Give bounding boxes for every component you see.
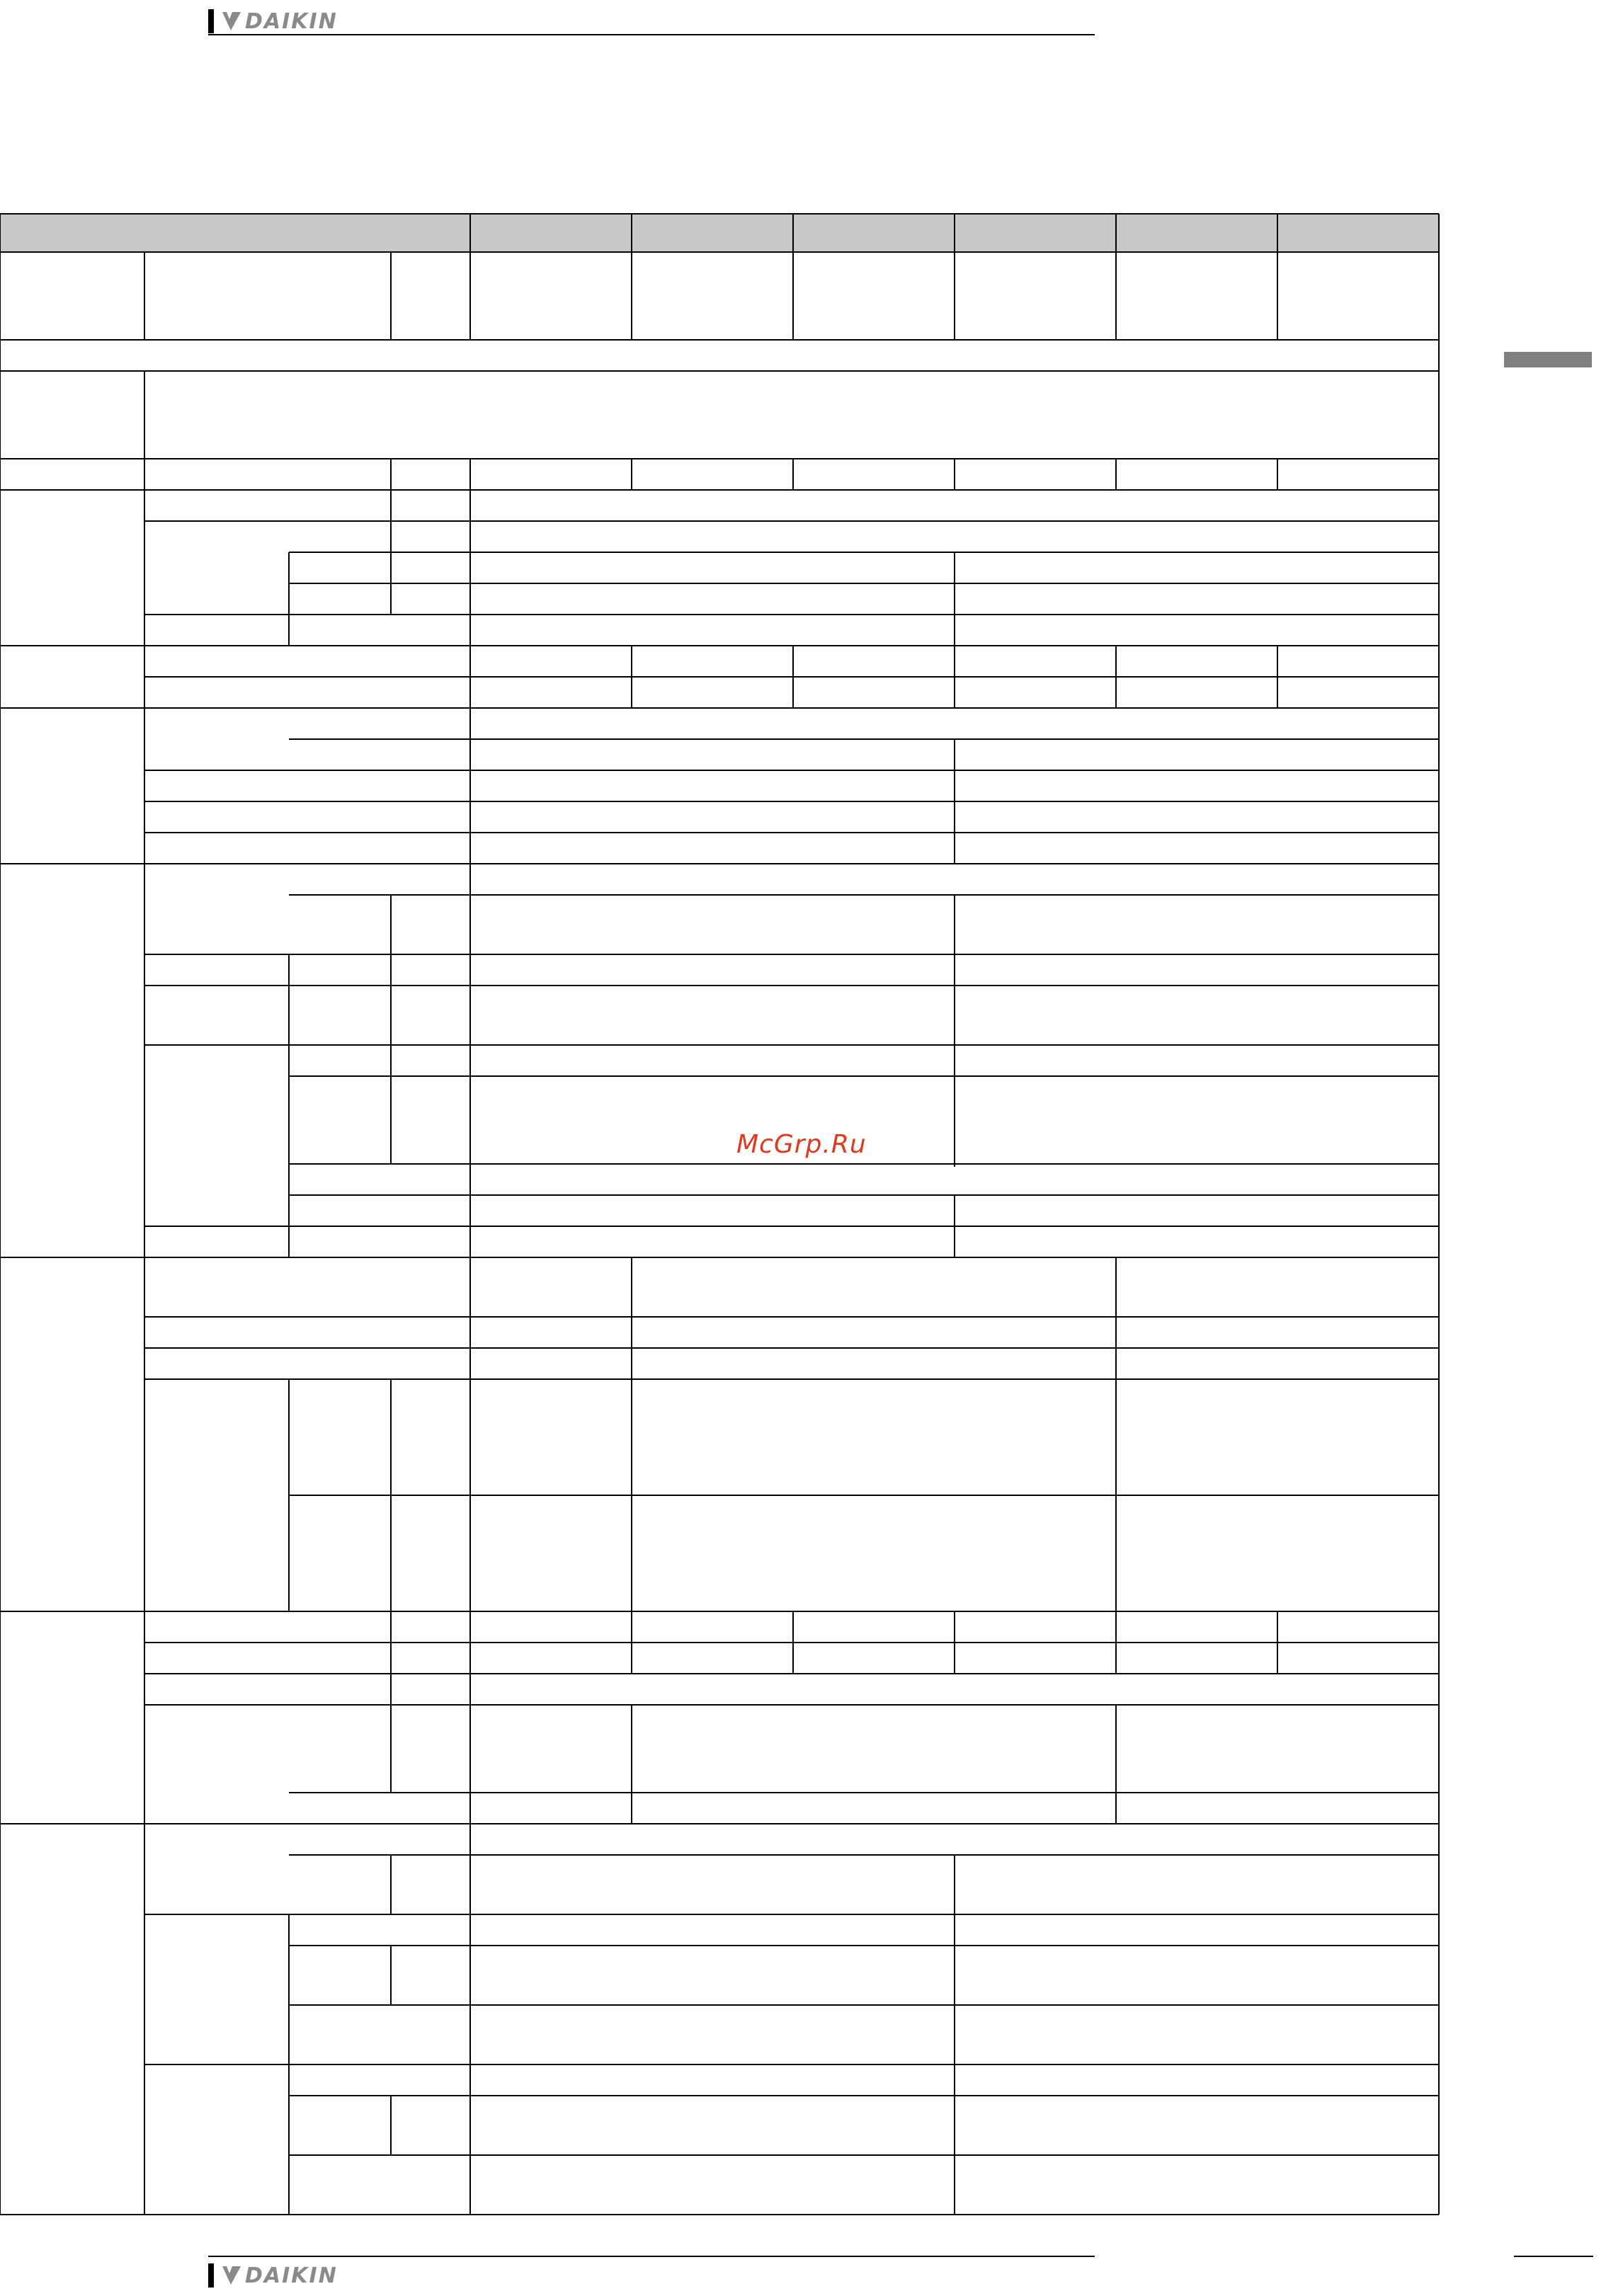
- logo-bar: [208, 2263, 214, 2288]
- footer-rule: [208, 2256, 1095, 2257]
- page-number-rule: [1514, 2256, 1593, 2257]
- watermark-text: McGrp.Ru: [736, 1130, 867, 1159]
- logo-wordmark: DAIKIN: [245, 2263, 338, 2288]
- table-header-row: [0, 214, 1439, 252]
- logo-wordmark: DAIKIN: [245, 8, 338, 34]
- daikin-logo-icon: [221, 2265, 242, 2286]
- footer-logo: [208, 2263, 338, 2288]
